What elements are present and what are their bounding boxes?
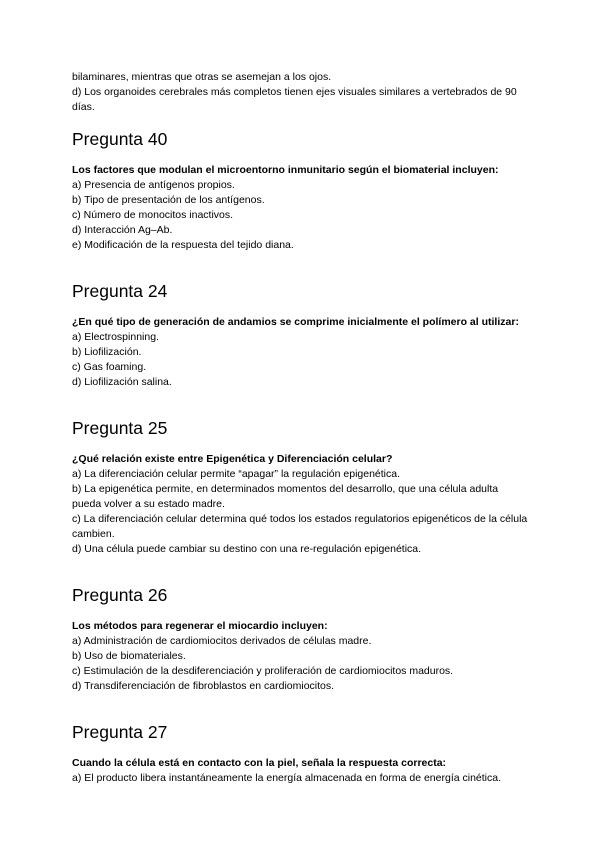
question-block <box>72 417 528 557</box>
question-title: Pregunta 40 <box>72 129 168 149</box>
answer-option: b) Liofilización. <box>72 346 142 358</box>
answer-option: c) Estimulación de la desdiferenciación y proliferación de cardiomiocitos maduros. <box>72 665 454 677</box>
question-title: Pregunta 26 <box>72 585 168 605</box>
question-title: Pregunta 24 <box>72 281 168 301</box>
answer-option: d) Interacción Ag–Ab. <box>72 224 173 236</box>
answer-option: a) El producto libera instantáneamente la energía almacenada en forma de energía cinética. <box>72 772 502 784</box>
question-block <box>72 584 528 694</box>
answer-option: d) Transdiferenciación de fibroblastos en cardiomiocitos. <box>72 680 335 692</box>
answer-option: b) Tipo de presentación de los antígenos. <box>72 194 265 206</box>
intro-block <box>72 70 528 115</box>
answer-option: a) Administración de cardiomiocitos derivados de células madre. <box>72 635 372 647</box>
intro-line: bilaminares, mientras que otras se asemejan a los ojos. <box>72 71 332 83</box>
question-text: Los métodos para regenerar el miocardio incluyen: <box>72 620 328 632</box>
question-block <box>72 280 528 390</box>
answer-option: e) Modificación de la respuesta del tejido diana. <box>72 239 294 251</box>
question-text: ¿En qué tipo de generación de andamios se comprime inicialmente el polímero al utilizar: <box>72 316 519 328</box>
question-title: Pregunta 25 <box>72 418 168 438</box>
question-text: Los factores que modulan el microentorno inmunitario según el biomaterial incluyen: <box>72 164 499 176</box>
question-block <box>72 721 528 786</box>
answer-option: a) La diferenciación celular permite “apagar” la regulación epigenética. <box>72 468 401 480</box>
answer-option: d) Una célula puede cambiar su destino con una re-regulación epigenética. <box>72 543 422 555</box>
answer-option: b) La epigenética permite, en determinados momentos del desarrollo, que una célula adulta pueda volver a su estado madre. <box>72 483 499 510</box>
question-text: ¿Qué relación existe entre Epigenética y Diferenciación celular? <box>72 453 393 465</box>
question-title: Pregunta 27 <box>72 722 168 742</box>
answer-option: b) Uso de biomateriales. <box>72 650 186 662</box>
question-text: Cuando la célula está en contacto con la piel, señala la respuesta correcta: <box>72 757 447 769</box>
answer-option: c) La diferenciación celular determina qué todos los estados regulatorios epigenéticos de la célula cambien. <box>72 513 528 540</box>
answer-option: c) Gas foaming. <box>72 361 147 373</box>
intro-line: d) Los organoides cerebrales más completos tienen ejes visuales similares a vertebrados de 90 días. <box>72 86 517 113</box>
answer-option: c) Número de monocitos inactivos. <box>72 209 234 221</box>
answer-option: d) Liofilización salina. <box>72 376 172 388</box>
answer-option: a) Presencia de antígenos propios. <box>72 179 235 191</box>
answer-option: a) Electrospinning. <box>72 331 159 343</box>
question-block <box>72 128 528 253</box>
